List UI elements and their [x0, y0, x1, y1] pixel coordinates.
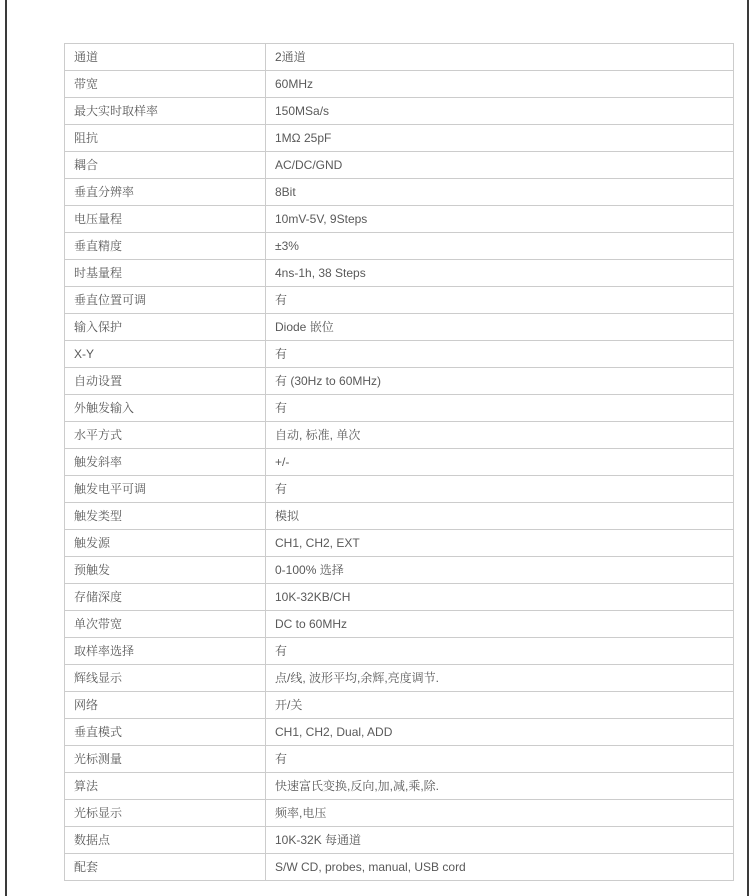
- spec-value: 10K-32K 每通道: [266, 827, 734, 854]
- spec-label: 垂直分辨率: [65, 179, 266, 206]
- spec-row: [65, 584, 734, 611]
- spec-value: 自动, 标准, 单次: [266, 422, 734, 449]
- spec-label: 垂直精度: [65, 233, 266, 260]
- spec-table-body: [65, 44, 734, 881]
- spec-row: [65, 827, 734, 854]
- spec-label: 输入保护: [65, 314, 266, 341]
- spec-label: 时基量程: [65, 260, 266, 287]
- spec-label: 自动设置: [65, 368, 266, 395]
- spec-value: 10mV-5V, 9Steps: [266, 206, 734, 233]
- spec-label: 触发电平可调: [65, 476, 266, 503]
- spec-value: DC to 60MHz: [266, 611, 734, 638]
- spec-label: 取样率选择: [65, 638, 266, 665]
- spec-value: 0-100% 选择: [266, 557, 734, 584]
- spec-row: [65, 557, 734, 584]
- spec-value: 点/线, 波形平均,余辉,亮度调节.: [266, 665, 734, 692]
- spec-label: 通道: [65, 44, 266, 71]
- spec-value: 有: [266, 341, 734, 368]
- spec-row: [65, 125, 734, 152]
- spec-row: [65, 800, 734, 827]
- spec-value: 10K-32KB/CH: [266, 584, 734, 611]
- spec-value: S/W CD, probes, manual, USB cord: [266, 854, 734, 881]
- spec-label: 水平方式: [65, 422, 266, 449]
- spec-row: [65, 773, 734, 800]
- spec-row: [65, 665, 734, 692]
- spec-value: 有: [266, 746, 734, 773]
- spec-row: [65, 449, 734, 476]
- spec-label: 触发斜率: [65, 449, 266, 476]
- spec-label: 触发类型: [65, 503, 266, 530]
- spec-row: [65, 233, 734, 260]
- spec-label: X-Y: [65, 341, 266, 368]
- spec-value: 2通道: [266, 44, 734, 71]
- spec-label: 单次带宽: [65, 611, 266, 638]
- spec-label: 阻抗: [65, 125, 266, 152]
- spec-row: [65, 368, 734, 395]
- spec-value: 有: [266, 395, 734, 422]
- spec-row: [65, 341, 734, 368]
- spec-label: 电压量程: [65, 206, 266, 233]
- spec-row: [65, 287, 734, 314]
- spec-value: 开/关: [266, 692, 734, 719]
- spec-value: 有 (30Hz to 60MHz): [266, 368, 734, 395]
- spec-row: [65, 98, 734, 125]
- spec-row: [65, 854, 734, 881]
- spec-value: 有: [266, 638, 734, 665]
- spec-row: [65, 692, 734, 719]
- spec-label: 垂直位置可调: [65, 287, 266, 314]
- spec-label: 算法: [65, 773, 266, 800]
- spec-row: [65, 422, 734, 449]
- spec-label: 垂直模式: [65, 719, 266, 746]
- spec-label: 光标显示: [65, 800, 266, 827]
- spec-value: 模拟: [266, 503, 734, 530]
- spec-label: 网络: [65, 692, 266, 719]
- spec-label: 数据点: [65, 827, 266, 854]
- spec-row: [65, 638, 734, 665]
- spec-row: [65, 314, 734, 341]
- spec-row: [65, 44, 734, 71]
- spec-value: ±3%: [266, 233, 734, 260]
- spec-value: CH1, CH2, Dual, ADD: [266, 719, 734, 746]
- spec-value: 频率,电压: [266, 800, 734, 827]
- spec-value: 60MHz: [266, 71, 734, 98]
- spec-label: 辉线显示: [65, 665, 266, 692]
- spec-label: 触发源: [65, 530, 266, 557]
- spec-row: [65, 611, 734, 638]
- spec-label: 带宽: [65, 71, 266, 98]
- spec-value: Diode 嵌位: [266, 314, 734, 341]
- spec-row: [65, 530, 734, 557]
- spec-value: 快速富氏变换,反向,加,减,乘,除.: [266, 773, 734, 800]
- spec-value: 有: [266, 476, 734, 503]
- spec-row: [65, 179, 734, 206]
- spec-row: [65, 476, 734, 503]
- spec-label: 存储深度: [65, 584, 266, 611]
- spec-label: 最大实时取样率: [65, 98, 266, 125]
- spec-value: 1MΩ 25pF: [266, 125, 734, 152]
- spec-value: 有: [266, 287, 734, 314]
- spec-value: 150MSa/s: [266, 98, 734, 125]
- spec-label: 外触发输入: [65, 395, 266, 422]
- spec-row: [65, 206, 734, 233]
- spec-value: CH1, CH2, EXT: [266, 530, 734, 557]
- spec-label: 光标测量: [65, 746, 266, 773]
- spec-label: 预触发: [65, 557, 266, 584]
- spec-row: [65, 503, 734, 530]
- spec-value: 4ns-1h, 38 Steps: [266, 260, 734, 287]
- spec-row: [65, 71, 734, 98]
- spec-table: [64, 43, 734, 881]
- spec-value: AC/DC/GND: [266, 152, 734, 179]
- spec-row: [65, 395, 734, 422]
- page-frame: [5, 0, 749, 896]
- spec-value: 8Bit: [266, 179, 734, 206]
- spec-label: 耦合: [65, 152, 266, 179]
- spec-value: +/-: [266, 449, 734, 476]
- spec-row: [65, 719, 734, 746]
- spec-row: [65, 260, 734, 287]
- spec-label: 配套: [65, 854, 266, 881]
- spec-row: [65, 746, 734, 773]
- spec-row: [65, 152, 734, 179]
